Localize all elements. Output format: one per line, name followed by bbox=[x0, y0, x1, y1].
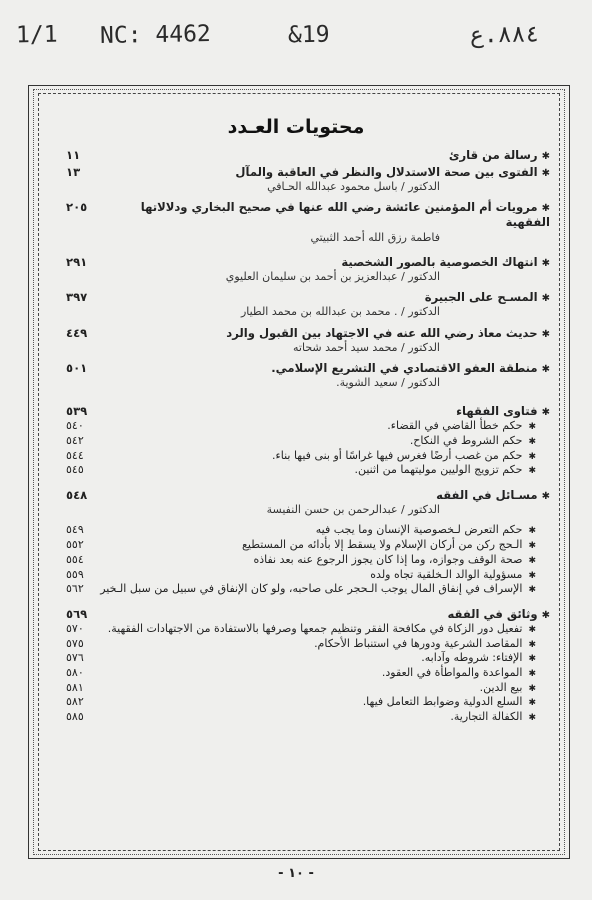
section-item[interactable] bbox=[66, 538, 550, 553]
page-title: محتويات العـدد bbox=[227, 116, 365, 138]
toc-entry[interactable] bbox=[66, 165, 550, 194]
toc-section[interactable] bbox=[66, 404, 550, 478]
toc-entry[interactable] bbox=[66, 200, 550, 244]
toc-entry[interactable] bbox=[66, 326, 550, 355]
bullet-star-icon: ✱ bbox=[528, 437, 536, 448]
entry-page-number: ١٣ bbox=[66, 165, 81, 180]
section-page-number: ٥٤٨ bbox=[66, 488, 88, 503]
entry-title: رسالة من قارئ bbox=[448, 148, 538, 162]
toc-entry[interactable] bbox=[66, 255, 550, 284]
bullet-star-icon: ✱ bbox=[528, 698, 536, 709]
item-text: المقاصد الشرعية ودورها في استنباط الأحكام. bbox=[314, 636, 523, 650]
entry-title: مرويات أم المؤمنين عائشة رضي الله عنها في صحيح البخاري ودلالاتها الفقهية bbox=[140, 200, 550, 230]
section-title: فتاوى الفقهاء bbox=[456, 404, 538, 419]
toc-section[interactable] bbox=[66, 488, 550, 597]
bullet-star-icon: ✱ bbox=[528, 654, 536, 665]
item-page-number: ٥٨٥ bbox=[66, 710, 84, 724]
page-number: - ١٠ - bbox=[278, 866, 314, 881]
entry-author: فاطمة رزق الله أحمد الثبيتي bbox=[310, 230, 440, 244]
item-page-number: ٥٥٤ bbox=[66, 552, 84, 566]
item-page-number: ٥٨٠ bbox=[66, 666, 84, 680]
entry-title: حديث معاذ رضي الله عنه في الاجتهاد بين القبول والرد bbox=[226, 325, 538, 340]
item-page-number: ٥٦٢ bbox=[66, 582, 84, 596]
item-text: صحة الوقف وجوازه، وما إذا كان يجوز الرجوع عنه بعد نفاذه bbox=[253, 552, 523, 566]
handwritten-annotation-left: 1/1 bbox=[15, 21, 58, 49]
section-item[interactable] bbox=[66, 568, 550, 583]
section-item[interactable] bbox=[66, 419, 550, 434]
bullet-star-icon: ✱ bbox=[528, 422, 536, 433]
section-item[interactable] bbox=[66, 710, 550, 725]
section-item[interactable] bbox=[66, 666, 550, 681]
table-of-contents bbox=[66, 148, 550, 735]
bullet-star-icon: ✱ bbox=[541, 491, 550, 503]
bullet-star-icon: ✱ bbox=[541, 257, 550, 269]
entry-title: الفتوى بين صحة الاستدلال والنظر في العاقبة والمآل bbox=[235, 165, 538, 180]
item-text: تفعيل دور الزكاة في مكافحة الفقر وتنظيم جمعها وصرفها بالاستفادة من الاجتهادات الفقهية. bbox=[107, 621, 523, 635]
bullet-star-icon: ✱ bbox=[541, 609, 550, 621]
item-page-number: ٥٤٤ bbox=[66, 448, 84, 462]
section-item[interactable] bbox=[66, 434, 550, 449]
entry-author: الدكتور / سعيد الشوية. bbox=[336, 375, 440, 389]
bullet-star-icon: ✱ bbox=[528, 541, 536, 552]
item-text: السلع الدولية وضوابط التعامل فيها. bbox=[362, 695, 523, 709]
section-item[interactable] bbox=[66, 582, 550, 597]
bullet-star-icon: ✱ bbox=[528, 713, 536, 724]
section-author: الدكتور / عبدالرحمن بن حسن النفيسة bbox=[266, 503, 440, 517]
item-page-number: ٥٧٥ bbox=[66, 636, 84, 650]
bullet-star-icon: ✱ bbox=[541, 293, 550, 305]
toc-entry[interactable] bbox=[66, 361, 550, 390]
bullet-star-icon: ✱ bbox=[528, 624, 536, 635]
toc-entry[interactable] bbox=[66, 148, 550, 163]
entry-page-number: ٣٩٧ bbox=[66, 290, 88, 305]
item-page-number: ٥٨١ bbox=[66, 680, 84, 694]
section-item[interactable] bbox=[66, 681, 550, 696]
entry-author: الدكتور / عبدالعزيز بن أحمد بن سليمان العليوي bbox=[225, 269, 440, 283]
bullet-star-icon: ✱ bbox=[528, 526, 536, 537]
item-text: الإسراف في إنفاق المال يوجب الـحجر على صاحبه، ولو كان الإنفاق في سبيل من سبل الـخير bbox=[100, 582, 523, 596]
item-page-number: ٥٧٠ bbox=[66, 621, 84, 635]
entry-author: الدكتور / محمد سيد أحمد شحاته bbox=[293, 340, 440, 354]
item-text: حكم من غصب أرضًا فغرس فيها غراسًا أو بنى فيها بناء. bbox=[272, 448, 523, 462]
entry-page-number: ٢٩١ bbox=[66, 254, 88, 269]
bullet-star-icon: ✱ bbox=[541, 328, 550, 340]
item-page-number: ٥٥٢ bbox=[66, 538, 84, 552]
entry-author: الدكتور / . محمد بن عبدالله بن محمد الطيار bbox=[240, 305, 440, 319]
bullet-star-icon: ✱ bbox=[528, 570, 536, 581]
bullet-star-icon: ✱ bbox=[541, 407, 550, 419]
entry-title: المسـح على الجبيرة bbox=[424, 290, 538, 305]
item-text: المواعدة والمواطأة في العقود. bbox=[381, 666, 523, 680]
section-item[interactable] bbox=[66, 449, 550, 464]
toc-entry[interactable] bbox=[66, 290, 550, 319]
toc-section[interactable] bbox=[66, 607, 550, 725]
item-text: الإفتاء: شروطه وآدابه. bbox=[421, 651, 523, 665]
handwritten-annotation-mid: &19 bbox=[287, 21, 330, 49]
item-page-number: ٥٤٥ bbox=[66, 463, 84, 477]
item-page-number: ٥٨٢ bbox=[66, 695, 84, 709]
section-item[interactable] bbox=[66, 651, 550, 666]
bullet-star-icon: ✱ bbox=[541, 203, 550, 215]
bullet-star-icon: ✱ bbox=[541, 363, 550, 375]
bullet-star-icon: ✱ bbox=[528, 669, 536, 680]
item-page-number: ٥٤٢ bbox=[66, 434, 84, 448]
bullet-star-icon: ✱ bbox=[528, 585, 536, 596]
section-item[interactable] bbox=[66, 523, 550, 538]
entry-page-number: ١١ bbox=[66, 148, 81, 162]
bullet-star-icon: ✱ bbox=[528, 639, 536, 650]
item-text: بيع الدين. bbox=[479, 680, 523, 694]
section-title: وثائق في الفقه bbox=[447, 606, 538, 621]
section-item[interactable] bbox=[66, 695, 550, 710]
section-item[interactable] bbox=[66, 622, 550, 637]
section-title: مسـائل في الفقه bbox=[436, 488, 538, 503]
entry-page-number: ٥٠١ bbox=[66, 360, 88, 375]
item-text: حكم خطأ القاضي في القضاء. bbox=[387, 419, 523, 433]
section-item[interactable] bbox=[66, 637, 550, 652]
item-text: مسؤولية الوالد الـخلقية تجاه ولده bbox=[370, 567, 523, 581]
item-text: حكم الشروط في النكاح. bbox=[409, 434, 523, 448]
handwritten-annotation-right: ٨٨٤.ع bbox=[469, 21, 540, 49]
bullet-star-icon: ✱ bbox=[541, 151, 550, 162]
item-page-number: ٥٤٩ bbox=[66, 523, 84, 537]
handwritten-annotation-nc: NC: 4462 bbox=[99, 21, 211, 49]
item-page-number: ٥٥٩ bbox=[66, 567, 84, 581]
section-item[interactable] bbox=[66, 463, 550, 478]
item-page-number: ٥٤٠ bbox=[66, 419, 84, 433]
item-text: حكم التعرض لـخصوصية الإنسان وما يجب فيه bbox=[315, 523, 523, 537]
bullet-star-icon: ✱ bbox=[528, 683, 536, 694]
entry-page-number: ٤٤٩ bbox=[66, 325, 88, 340]
entry-title: منطقة العفو الاقتصادي في التشريع الإسلامي. bbox=[271, 360, 538, 375]
bullet-star-icon: ✱ bbox=[541, 168, 550, 180]
item-text: الكفالة التجارية. bbox=[450, 710, 523, 724]
item-text: حكم تزويج الوليين موليتهما من اثنين. bbox=[354, 463, 523, 477]
item-text: الـحج ركن من أركان الإسلام ولا يسقط إلا بأدائه من المستطيع bbox=[242, 538, 523, 552]
bullet-star-icon: ✱ bbox=[528, 555, 536, 566]
section-item[interactable] bbox=[66, 553, 550, 568]
bullet-star-icon: ✱ bbox=[528, 451, 536, 462]
item-page-number: ٥٧٦ bbox=[66, 651, 84, 665]
section-page-number: ٥٦٩ bbox=[66, 606, 88, 621]
section-page-number: ٥٣٩ bbox=[66, 404, 88, 419]
bullet-star-icon: ✱ bbox=[528, 466, 536, 477]
entry-title: انتهاك الخصوصية بالصور الشخصية bbox=[341, 254, 538, 269]
entry-page-number: ٢٠٥ bbox=[66, 200, 88, 215]
entry-author: الدكتور / باسل محمود عبدالله الحـافي bbox=[267, 180, 440, 194]
